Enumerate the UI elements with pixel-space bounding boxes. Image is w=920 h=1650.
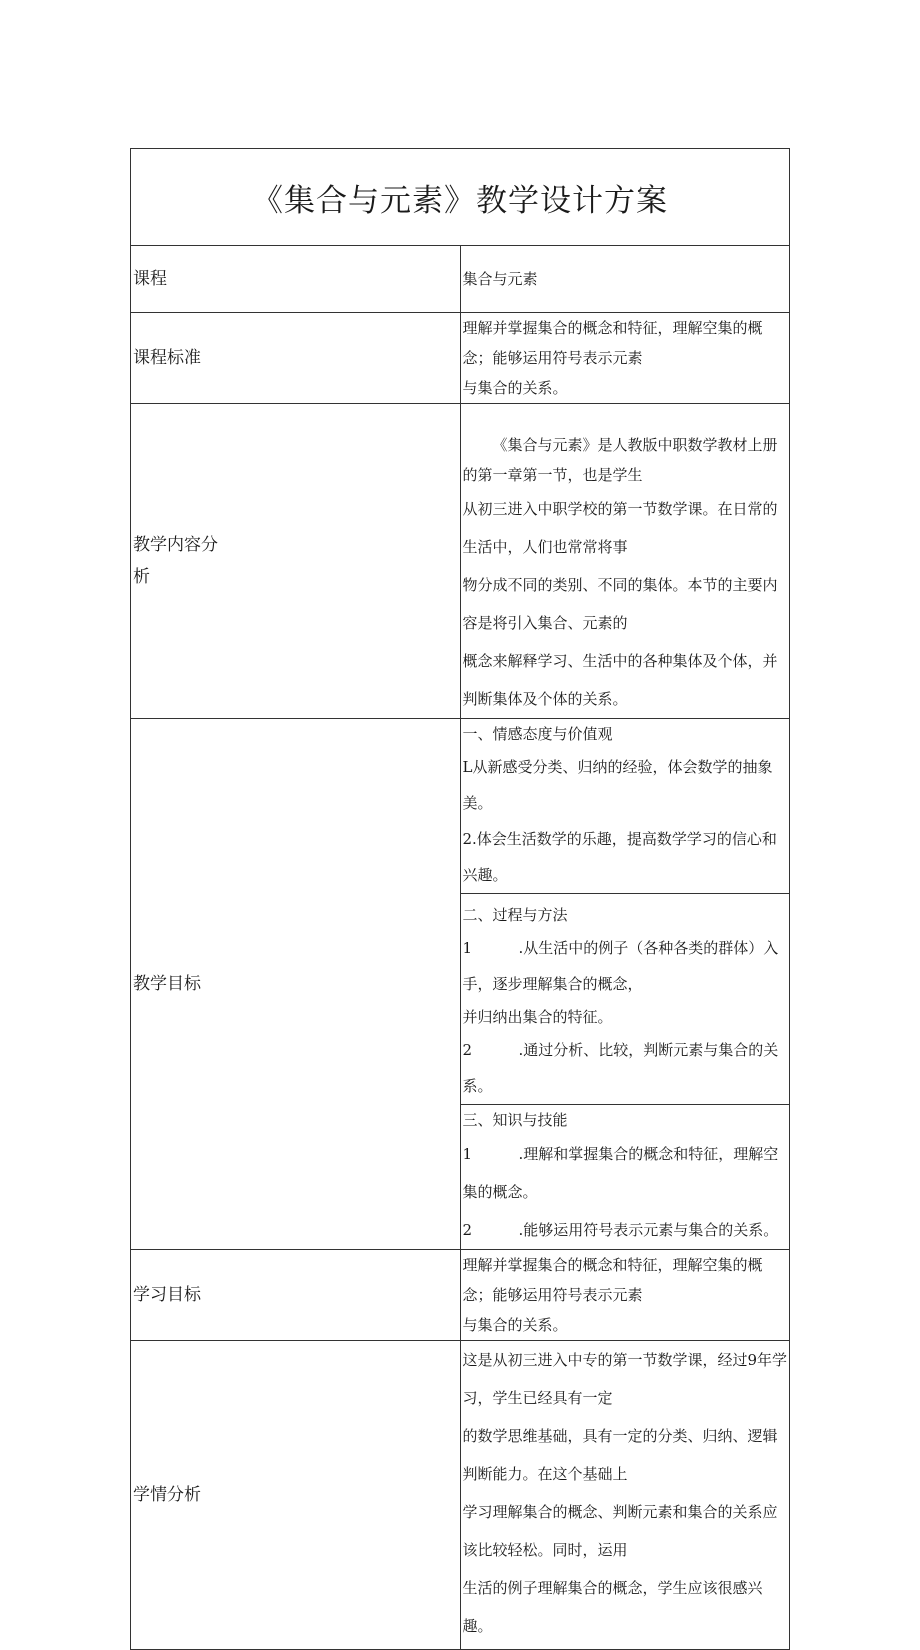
goal-item-text: .能够运用符号表示元素与集合的关系。 (518, 1221, 779, 1239)
goal-item-number: 1 (462, 939, 473, 957)
teaching-goals-label: 教学目标 (131, 719, 461, 1250)
content-analysis-label-line: 教学内容分 (133, 535, 218, 555)
learning-goals-line: 理解并掌握集合的概念和特征，理解空集的概念；能够运用符号表示元素 (462, 1256, 763, 1304)
goal-item-text: .通过分析、比较，判断元素与集合的关系。 (462, 1041, 779, 1095)
row-teaching-goals-1 (131, 719, 790, 894)
content-analysis-label (131, 404, 461, 719)
row-learning-goals (131, 1250, 790, 1341)
student-analysis-label: 学情分析 (131, 1341, 461, 1650)
learning-goals-value (460, 1250, 790, 1341)
goal-item (463, 1135, 790, 1211)
course-standard-label: 课程标准 (131, 313, 461, 404)
row-course-standard (131, 313, 790, 404)
learning-goals-line: 与集合的关系。 (462, 1316, 568, 1334)
goal-heading: 三、知识与技能 (462, 1111, 568, 1129)
content-analysis-line: 概念来解释学习、生活中的各种集体及个体，并判断集体及个体的关系。 (462, 652, 778, 708)
goal-process (460, 894, 790, 1105)
goal-heading: 二、过程与方法 (462, 906, 568, 924)
goal-item: 2.体会生活数学的乐趣，提高数学学习的信心和兴趣。 (462, 830, 777, 884)
lesson-plan-document (130, 148, 790, 1650)
goal-item (463, 1211, 790, 1249)
student-analysis-line: 生活的例子理解集合的概念，学生应该很感兴趣。 (462, 1579, 763, 1635)
course-standard-line: 与集合的关系。 (462, 379, 568, 397)
goal-item-number: 1 (462, 1145, 473, 1163)
content-analysis-line: 物分成不同的类别、不同的集体。本节的主要内容是将引入集合、元素的 (462, 576, 778, 632)
row-student-analysis (131, 1341, 790, 1650)
goal-attitude (460, 719, 790, 894)
goal-item-number: 2 (462, 1041, 473, 1059)
content-analysis-line: 《集合与元素》是人教版中职数学教材上册的第一章第一节，也是学生 (462, 436, 778, 484)
row-course (131, 246, 790, 313)
row-content-analysis (131, 404, 790, 719)
content-analysis-value (460, 404, 790, 719)
learning-goals-label: 学习目标 (131, 1250, 461, 1341)
student-analysis-line: 这是从初三进入中专的第一节数学课，经过9年学习，学生已经具有一定 (462, 1351, 788, 1407)
lesson-plan-table (130, 148, 790, 1650)
course-standard-value (460, 313, 790, 404)
goal-item-continued: 并归纳出集合的特征。 (462, 1008, 613, 1026)
goal-knowledge (460, 1105, 790, 1250)
goal-item-text: .理解和掌握集合的概念和特征，理解空集的概念。 (462, 1145, 779, 1201)
student-analysis-value (460, 1341, 790, 1650)
goal-item (463, 1032, 790, 1104)
course-standard-line: 理解并掌握集合的概念和特征，理解空集的概念；能够运用符号表示元素 (462, 319, 763, 367)
content-analysis-line: 从初三进入中职学校的第一节数学课。在日常的生活中，人们也常常将事 (462, 500, 778, 556)
goal-item-text: .从生活中的例子（各种各类的群体）入手，逐步理解集合的概念， (462, 939, 779, 993)
goal-heading: 一、情感态度与价值观 (462, 725, 613, 743)
course-label: 课程 (131, 246, 461, 313)
goal-item: L从新感受分类、归纳的经验，体会数学的抽象美。 (462, 758, 773, 812)
student-analysis-line: 的数学思维基础，具有一定的分类、归纳、逻辑判断能力。在这个基础上 (462, 1427, 778, 1483)
document-title: 《集合与元素》教学设计方案 (131, 149, 790, 246)
student-analysis-line: 学习理解集合的概念、判断元素和集合的关系应该比较轻松。同时，运用 (462, 1503, 778, 1559)
content-analysis-label-line: 析 (133, 567, 150, 587)
course-value: 集合与元素 (460, 246, 790, 313)
goal-item (463, 930, 790, 1002)
goal-item-number: 2 (462, 1221, 473, 1239)
